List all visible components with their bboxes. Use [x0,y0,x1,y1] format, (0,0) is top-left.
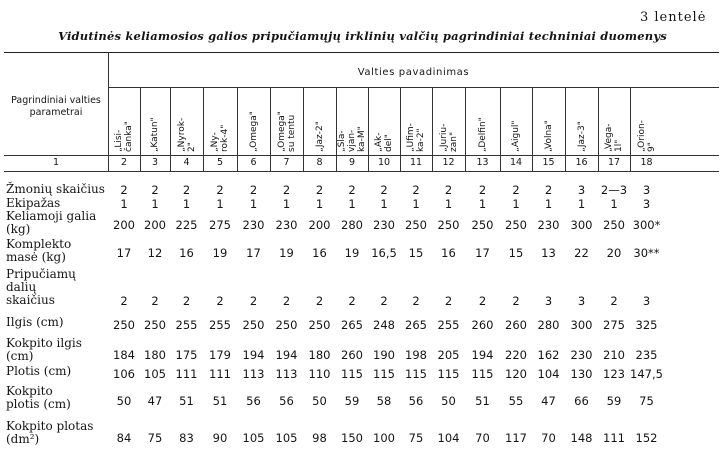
table-cell: 194 [242,348,265,362]
table-cell: 2 [182,294,191,308]
row-label: Komplekto masė (kg) [6,237,72,264]
table-cell: 50 [116,394,132,408]
table-cell: 1 [512,197,520,211]
table-cell: 3 [642,183,651,197]
table-cell: 113 [242,367,265,381]
table-cell: 2 [478,294,487,308]
column-number: 2 [120,157,128,168]
table-cell: 70 [541,431,556,445]
row-label: Plotis (cm) [6,364,72,378]
boat-name-header: „Sla- vjan- ka-M" [337,126,367,152]
table-cell: 2 [151,183,159,197]
table-cell: 1 [120,197,128,211]
table-cell: 180 [144,348,166,362]
boat-name-header: „Omega" [248,111,259,152]
table-cell: 84 [116,431,132,445]
table-cell: 111 [209,367,231,381]
table-cell: 175 [175,348,198,362]
table-cell: 98 [312,431,327,445]
table-cell: 205 [437,348,460,362]
table-cell: 1 [282,197,291,211]
table-cell: 3 [642,197,651,211]
boat-name-header: „Jaz-2" [314,121,325,152]
table-cell: 150 [341,431,363,445]
table-cell: 250 [308,318,331,332]
table-cell: 2 [444,183,453,197]
column-number: 12 [442,157,455,168]
table-cell: 17 [246,246,261,260]
table-cell: 59 [606,394,622,408]
table-cell: 111 [175,367,198,381]
boat-name-header: „Lisi- čanka" [114,121,134,152]
table-cell: 248 [373,318,395,332]
table-cell: 15 [408,246,424,260]
table-top-rule [4,52,719,53]
table-cell: 184 [113,348,135,362]
column-number: 15 [542,157,555,168]
boat-name-header: „Orion- 9" [636,120,657,152]
table-cell: 265 [405,318,427,332]
column-number: 14 [509,157,523,168]
table-cell: 117 [505,431,527,445]
column-number: 10 [377,157,391,168]
table-cell: 1 [610,197,618,211]
table-cell: 2 [444,294,453,308]
boat-name-header: „Volna" [543,120,554,152]
boat-name-header: „Nyrok- 2" [176,117,197,152]
table-cell: 2 [610,294,618,308]
table-cell: 2 [512,294,520,308]
table-cell: 13 [541,246,556,260]
table-cell: 1 [577,197,586,211]
table-cell: 198 [405,348,427,362]
table-cell: 100 [373,431,395,445]
table-cell: 255 [175,318,198,332]
table-cell: 152 [635,431,658,445]
row-label: Ekipažas [6,196,61,210]
table-cell: 280 [537,318,560,332]
table-cell: 179 [209,348,231,362]
table-cell: 162 [537,348,560,362]
table-cell: 2 [348,183,356,197]
table-cell: 325 [635,318,658,332]
table-cell: 16 [441,246,456,260]
table-cell: 1 [151,197,159,211]
table-cell: 250 [603,218,625,232]
table-cell: 250 [471,218,494,232]
table-cell: 260 [341,348,363,362]
header-bottom-rule [4,155,719,156]
table-cell: 194 [471,348,494,362]
boat-name-header: „Aigul" [511,120,521,152]
table-cell: 2 [544,183,553,197]
table-cell: 190 [373,348,395,362]
table-cell: 50 [312,394,327,408]
table-cell: 250 [144,318,166,332]
column-number-rule [4,171,719,172]
table-cell: 2 [412,183,420,197]
table-cell: 1 [380,197,388,211]
table-cell: 210 [603,348,625,362]
table-cell: 2 [348,294,356,308]
table-cell: 1 [249,197,258,211]
row-label: Ilgis (cm) [6,315,64,329]
table-cell: 115 [373,367,395,381]
table-cell: 3 [544,294,553,308]
table-cell: 2 [182,183,191,197]
boat-name-header: „Ny- rok-4" [210,124,230,152]
table-cell: 300* [632,218,661,232]
table-cell: 2 [512,183,520,197]
table-cell: 1 [216,197,224,211]
table-cell: 2 [380,183,388,197]
table-cell: 51 [475,394,490,408]
table-title: Vidutinės keliamosios galios pripučiamųjų irklinių valčių pagrindiniai techniniai duomenys [58,29,667,43]
table-cell: 2 [216,183,224,197]
table-cell: 115 [341,367,363,381]
table-cell: 75 [408,431,424,445]
table-cell: 2 [249,183,258,197]
table-cell: 260 [471,318,494,332]
table-cell: 75 [639,394,654,408]
column-number: 16 [575,157,588,168]
table-cell: 2 [315,183,324,197]
table-cell: 265 [341,318,363,332]
table-cell: 2 [120,294,128,308]
row-label: Žmonių skaičius [6,182,105,196]
parameter-column-header: Pagrindiniai valties parametrai [11,95,101,118]
table-cell: 147,5 [630,367,663,381]
boat-name-header: „Omega" su tentu [276,111,297,152]
table-cell: 22 [574,246,589,260]
table-cell: 255 [437,318,460,332]
table-cell: 2 [380,294,388,308]
table-cell: 17 [116,246,132,260]
boat-name-header: „Jaz-3" [576,121,587,152]
table-cell: 83 [179,431,194,445]
table-cell: 200 [308,218,331,232]
table-cell: 111 [603,431,625,445]
table-cell: 250 [275,318,298,332]
boat-name-header: „Ufim- ka-2" [406,123,426,152]
parameter-column-divider [108,52,109,171]
table-cell: 194 [275,348,298,362]
column-number: 7 [283,157,290,168]
page-label: 3 lentelė [640,10,707,25]
table-cell: 230 [373,218,395,232]
table-cell: 16,5 [371,246,397,260]
row-label: Kokpito plotas (dm²) [6,419,94,446]
boat-name-header: „Katun" [150,117,160,152]
table-cell: 1 [544,197,553,211]
table-cell: 56 [408,394,424,408]
column-number: 3 [151,157,159,168]
table-cell: 180 [308,348,331,362]
table-cell: 255 [209,318,231,332]
table-cell: 90 [212,431,228,445]
column-number: 13 [476,157,489,168]
boat-name-group-header: Valties pavadinimas [357,67,470,78]
table-cell: 105 [242,431,265,445]
row-label: Pripučiamų dalių skaičius [6,267,76,307]
table-cell: 225 [175,218,198,232]
table-cell: 230 [537,218,560,232]
table-cell: 105 [144,367,166,381]
table-cell: 17 [475,246,490,260]
table-cell: 50 [441,394,456,408]
table-cell: 30** [633,246,660,260]
table-cell: 250 [437,218,460,232]
table-cell: 230 [570,348,593,362]
table-cell: 70 [475,431,490,445]
table-cell: 105 [275,431,298,445]
table-cell: 230 [275,218,298,232]
table-cell: 2 [120,183,128,197]
table-cell: 120 [505,367,527,381]
table-cell: 200 [144,218,166,232]
table-cell: 16 [179,246,194,260]
table-cell: 115 [437,367,460,381]
table-cell: 56 [246,394,261,408]
table-cell: 1 [412,197,420,211]
table-cell: 2 [249,294,258,308]
table-cell: 115 [405,367,427,381]
boat-name-header: „Vega- 1l" [604,123,624,152]
boat-name-header: „Delfin" [477,117,488,152]
table-cell: 66 [574,394,589,408]
table-cell: 1 [478,197,487,211]
table-cell: 300 [570,318,593,332]
table-cell: 19 [279,246,294,260]
table-cell: 20 [606,246,622,260]
table-cell: 220 [505,348,527,362]
table-cell: 1 [444,197,453,211]
table-cell: 47 [147,394,163,408]
table-cell: 55 [508,394,524,408]
table-cell: 19 [344,246,360,260]
column-number: 17 [607,157,621,168]
table-cell: 1 [348,197,356,211]
column-number: 6 [250,157,257,168]
table-cell: 1 [315,197,324,211]
table-cell: 2 [412,294,420,308]
table-cell: 260 [505,318,527,332]
table-cell: 115 [471,367,494,381]
table-cell: 3 [642,294,651,308]
table-cell: 2 [282,294,291,308]
column-number: 1 [52,157,60,168]
table-cell: 2 [151,294,159,308]
table-cell: 250 [505,218,527,232]
table-cell: 15 [508,246,524,260]
table-cell: 113 [275,367,298,381]
row-label: Kokpito ilgis (cm) [6,336,82,363]
table-cell: 106 [113,367,135,381]
table-cell: 123 [603,367,625,381]
table-cell: 2—3 [600,183,628,197]
table-cell: 2 [216,294,224,308]
table-cell: 235 [635,348,658,362]
table-cell: 230 [242,218,265,232]
table-cell: 12 [147,246,163,260]
table-cell: 2 [478,183,487,197]
table-cell: 51 [179,394,194,408]
boat-name-header: „Ak- del" [374,132,394,152]
table-cell: 59 [344,394,360,408]
column-number: 11 [409,157,423,168]
table-cell: 130 [570,367,593,381]
table-cell: 58 [376,394,392,408]
table-cell: 104 [537,367,560,381]
table-cell: 47 [541,394,556,408]
table-cell: 2 [282,183,291,197]
table-cell: 51 [212,394,228,408]
table-cell: 104 [437,431,460,445]
column-number: 5 [216,157,224,168]
table-cell: 250 [113,318,135,332]
row-label: Keliamoji galia (kg) [6,209,97,236]
column-number: 18 [640,157,653,168]
table-cell: 3 [577,294,586,308]
table-cell: 16 [312,246,327,260]
table-cell: 275 [209,218,231,232]
table-cell: 2 [315,294,324,308]
table-cell: 200 [113,218,135,232]
row-label: Kokpito plotis (cm) [6,384,71,411]
table-cell: 56 [279,394,294,408]
table-cell: 250 [242,318,265,332]
table-cell: 275 [603,318,625,332]
table-cell: 280 [341,218,363,232]
table-cell: 75 [147,431,163,445]
table-cell: 1 [182,197,191,211]
column-number: 8 [316,157,323,168]
table-cell: 148 [570,431,593,445]
boat-name-header: „Juriu- zan" [438,123,459,152]
table-cell: 300 [570,218,593,232]
column-number: 9 [348,157,356,168]
column-number: 4 [183,157,190,168]
table-cell: 3 [577,183,586,197]
table-cell: 19 [212,246,228,260]
table-cell: 110 [308,367,331,381]
table-cell: 250 [405,218,427,232]
